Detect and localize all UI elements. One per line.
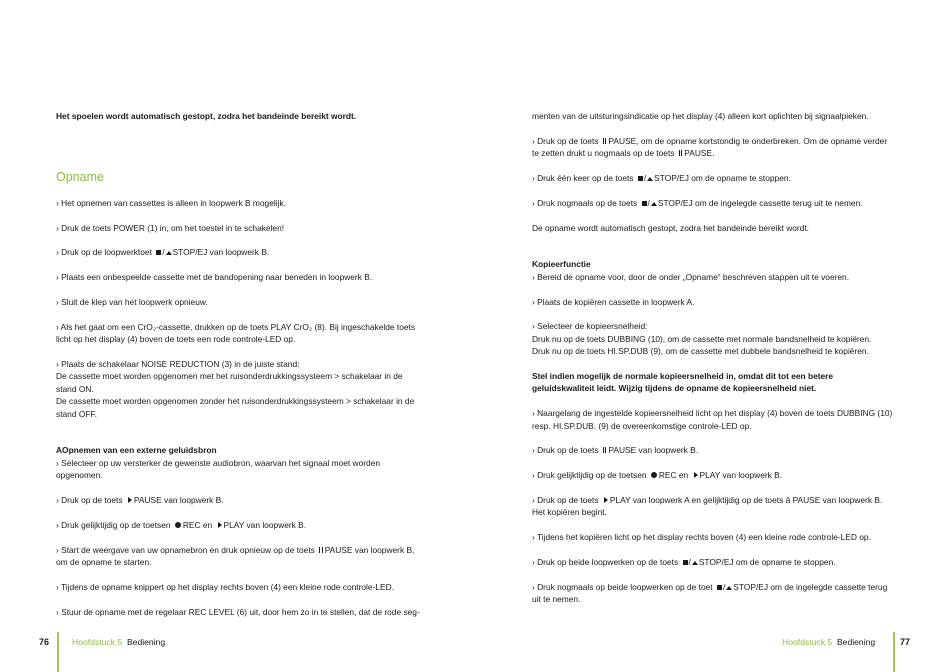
paragraph: › Druk gelijktijdig op de toetsen REC en PLAY van loopwerk B. bbox=[532, 470, 783, 481]
paragraph: › Selecteer op uw versterker de gewenste audiobron, waarvan het signaal moet worden opgenomen. bbox=[56, 457, 381, 481]
footer-right bbox=[782, 637, 875, 647]
paragraph: › Plaats de schakelaar NOISE REDUCTION (3) in de juiste stand: De cassette moet worden opgenomen met het ruisonderdrukkingssysteem > schakelaar in de stand ON. De cassette moet worden opgenomen zonder het ruisonderdrukkingssysteem > schakelaar in de stand OFF. bbox=[56, 358, 415, 419]
paragraph: › Tijdens de opname knippert op het display rechts boven (4) een kleine rode controle-LED. bbox=[56, 581, 394, 592]
paragraph: › Als het gaat om een CrO₂-cassette, drukken op de toets PLAY CrO₂ (8). Bij ingeschakelde toets licht op het display (4) boven de toets een rode controle-LED op. bbox=[56, 321, 416, 345]
paragraph: › Druk de toets POWER (1) in, om het toestel in te schakelen! bbox=[56, 222, 285, 233]
footer-chapter: Hoofdstuck 5 bbox=[72, 637, 123, 647]
paragraph: › Druk nogmaals op de toets / STOP/EJ om de ingelegde cassette terug uit te nemen. bbox=[532, 197, 863, 208]
paragraph: › Sluit de klep van het loopwerk opnieuw. bbox=[56, 296, 208, 307]
paragraph: › Druk op beide loopwerken op de toets / STOP/EJ om de opname te stoppen. bbox=[532, 557, 836, 567]
subheading-external-source: AOpnemen van een externe geluidsbron bbox=[56, 445, 217, 456]
paragraph: › Plaats de kopiëren cassette in loopwerk A. bbox=[532, 296, 695, 307]
paragraph: › Druk één keer op de toets / STOP/EJ om de opname te stoppen. bbox=[532, 173, 791, 183]
paragraph: menten van de uitsturingsindicatie op het display (4) alleen kort oplichten bij signaalpieken. bbox=[532, 111, 869, 121]
footer-rule-right bbox=[893, 632, 895, 672]
paragraph: › Druk op de toets PAUSE van loopwerk B. bbox=[532, 445, 699, 456]
section-heading-opname: Opname bbox=[56, 169, 104, 184]
paragraph-note: Stel indien mogelijk de normale kopieersnelheid in, omdat dit tot een betere geluidskwaliteit leidt. Wijzig tijdens de opname de kopieersnelheid niet. bbox=[532, 371, 834, 394]
paragraph: › Bereid de opname voor, door de onder „Opname“ beschreven stappen uit te voeren. bbox=[532, 271, 850, 282]
left-intro: Het spoelen wordt automatisch gestopt, zodra het bandeinde bereikt wordt. bbox=[56, 111, 357, 121]
paragraph: › Druk op de loopwerktoet / STOP/EJ van loopwerk B. bbox=[56, 247, 270, 258]
pause-icon bbox=[679, 150, 683, 156]
play-icon bbox=[128, 497, 132, 503]
paragraph: › Start de weergave van uw opnamebron en druk opnieuw op de toets PAUSE van loopwerk B, om de opname te starten. bbox=[56, 544, 415, 568]
page-number-left: 76 bbox=[39, 637, 50, 647]
paragraph: De opname wordt automatisch gestopt, zodra het bandeinde bereikt wordt. bbox=[532, 222, 810, 233]
page-number-right: 77 bbox=[900, 637, 911, 647]
stop-icon bbox=[638, 176, 643, 181]
paragraph: › Druk op de toets PAUSE, om de opname kortstondig te onderbreken. Om de opname verder te zetten drukt u nogmaals op de toets PAUSE. bbox=[532, 135, 888, 159]
play-icon bbox=[604, 497, 608, 503]
stop-icon bbox=[717, 585, 722, 590]
record-icon bbox=[651, 472, 657, 478]
stop-icon bbox=[156, 250, 161, 255]
paragraph: › Plaats een onbespeelde cassette met de bandopening naar beneden in loopwerk B. bbox=[56, 272, 373, 283]
paragraph: › Naargelang de ingestelde kopieersnelheid licht op het display (4) boven de toets DUBBING (10) resp. HI.SP.DUB. (9) de overeenkomstige controle-LED op. bbox=[532, 408, 893, 431]
record-icon bbox=[175, 522, 181, 528]
eject-icon bbox=[647, 177, 653, 181]
eject-icon bbox=[692, 561, 698, 565]
footer-chapter: Hoofdstuck 5 bbox=[782, 637, 833, 647]
footer-left bbox=[72, 637, 165, 647]
pause-icon bbox=[319, 547, 323, 553]
play-icon bbox=[218, 522, 222, 528]
paragraph: › Druk gelijktijdig op de toetsen REC en PLAY van loopwerk B. bbox=[56, 519, 307, 530]
paragraph: › Druk op de toets PLAY van loopwerk A en gelijktijdig op de toets â PAUSE van loopwerk B. Het kopiëren begint. bbox=[532, 495, 883, 518]
paragraph: › Tijdens het kopiëren licht op het display rechts boven (4) een kleine rode controle-LED op. bbox=[532, 532, 871, 543]
stop-icon bbox=[683, 560, 688, 565]
footer-rule-left bbox=[57, 632, 59, 672]
left-column bbox=[56, 110, 420, 630]
eject-icon bbox=[726, 586, 732, 590]
play-icon bbox=[694, 472, 698, 478]
footer-section: Bediening bbox=[126, 637, 166, 647]
paragraph: › Het opnemen van cassettes is alleen in loopwerk B mogelijk. bbox=[56, 197, 286, 208]
stop-icon bbox=[642, 201, 647, 206]
pause-icon bbox=[603, 447, 607, 453]
subheading-copy-function: Kopieerfunctie bbox=[532, 259, 591, 270]
paragraph: › Selecteer de kopieersnelheid: Druk nu op de toets DUBBING (10), om de cassette met normale bandsnelheid te kopiëren. Druk nu op de toets HI.SP.DUB (9), om de cassette met dubbele bandsnelheid te kopiëren. bbox=[532, 321, 872, 357]
eject-icon bbox=[166, 251, 172, 255]
eject-icon bbox=[651, 202, 657, 206]
paragraph: › Druk op de toets PAUSE van loopwerk B. bbox=[56, 495, 224, 506]
paragraph: › Stuur de opname met de regelaar REC LEVEL (6) uit, door hem zo in te stellen, dat de rode seg- bbox=[56, 606, 420, 617]
paragraph: › Druk nogmaals op beide loopwerken op de toet / STOP/EJ om de ingelegde cassette terug uit te nemen. bbox=[532, 581, 888, 605]
right-column bbox=[532, 110, 896, 618]
pause-icon bbox=[603, 138, 607, 144]
footer-section: Bediening bbox=[836, 637, 876, 647]
